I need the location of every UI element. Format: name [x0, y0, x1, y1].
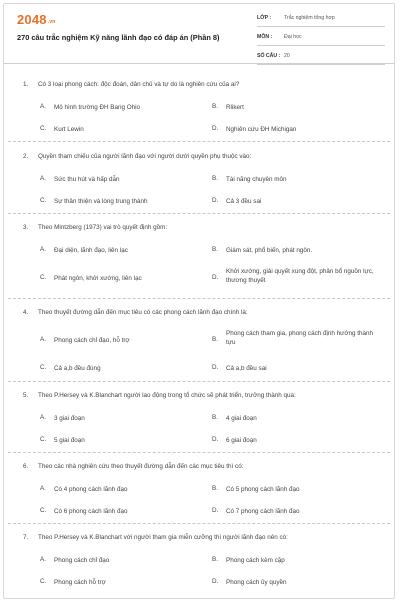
option-text: Tài năng chuyên môn — [226, 176, 287, 183]
option-text: Có 6 phong cách lãnh đạo — [54, 508, 128, 515]
option-text: Có 4 phong cách lãnh đạo — [54, 486, 128, 493]
question-number: 3. — [23, 224, 29, 231]
meta-value-subject: Đại học — [284, 34, 302, 40]
option-text: Giám sát, phổ biến, phát ngôn. — [226, 247, 313, 254]
option-letter: A. — [40, 175, 46, 182]
option-text: 4 giai đoạn — [226, 415, 257, 422]
question-prompt: Theo các nhà nghiên cứu theo thuyết đường dẫn đến các mục tiêu thì có: — [38, 463, 244, 470]
option-text: Phong cách chỉ đạo, hỗ trợ — [54, 337, 130, 344]
option-letter: D. — [212, 197, 219, 204]
option-letter: C. — [40, 436, 47, 443]
option-text: Cả a,b đều sai — [226, 365, 267, 372]
option-letter: B. — [212, 556, 218, 563]
question-text — [23, 463, 378, 471]
option-letter: D. — [212, 364, 219, 371]
option-letter: D. — [212, 578, 219, 585]
option-letter: A. — [40, 485, 46, 492]
option-text: Có 5 phong cách lãnh đạo — [226, 486, 300, 493]
question-number: 1. — [23, 81, 29, 88]
option-letter: D. — [212, 125, 219, 132]
option-letter: A. — [40, 414, 46, 421]
meta-value-class: Trắc nghiệm tổng hợp — [284, 15, 335, 21]
option-text: Sức thu hút và hấp dẫn — [54, 176, 120, 183]
option-text: Khởi xướng, giải quyết xung đột, phân bổ nguồn lực, thương thuyết — [226, 268, 374, 284]
option-text: Phong cách chỉ đạo — [54, 557, 110, 564]
question-divider — [8, 213, 390, 214]
meta-label-class: LỚP : — [257, 15, 272, 21]
option-letter: A. — [40, 556, 46, 563]
header-divider — [3, 63, 395, 64]
option-text: Phong cách kèm cặp — [226, 557, 285, 564]
option-letter: D. — [212, 436, 219, 443]
meta-label-subject: MÔN : — [257, 34, 273, 40]
question-prompt: Theo thuyết đường dẫn đến mục tiêu có các phong cách lãnh đạo chính là: — [38, 309, 248, 316]
question-number: 2. — [23, 153, 29, 160]
question-number: 7. — [23, 534, 29, 541]
option-text: Phong cách ủy quyền — [226, 579, 287, 586]
question-text — [23, 392, 378, 400]
option-letter: B. — [212, 485, 218, 492]
option-text: Phát ngôn, khởi xướng, liên lạc — [54, 275, 142, 282]
option-letter: D. — [212, 274, 219, 281]
document-meta — [257, 12, 385, 69]
option-letter: B. — [212, 103, 218, 110]
option-letter: D. — [212, 507, 219, 514]
option-text: Nghiên cứu ĐH Michigan — [226, 126, 297, 133]
option-letter: C. — [40, 578, 47, 585]
site-logo[interactable] — [17, 12, 56, 27]
option-letter: B. — [212, 414, 218, 421]
option-text: 6 giai đoạn — [226, 437, 257, 444]
option-text: Phong cách tham gia, phong cách định hướng thành tựu — [226, 330, 373, 346]
meta-value-count: 20 — [284, 53, 290, 59]
question-divider — [8, 381, 390, 382]
option-letter: C. — [40, 507, 47, 514]
meta-row-class — [257, 12, 385, 27]
option-letter: A. — [40, 103, 46, 110]
meta-row-subject — [257, 31, 385, 46]
question-prompt: Theo Mintzberg (1973) vai trò quyết định gồm: — [38, 224, 168, 231]
option-text: Có 7 phong cách lãnh đạo — [226, 508, 300, 515]
logo-main-text: 2048 — [17, 12, 47, 27]
option-letter: C. — [40, 125, 47, 132]
option-text: 3 giai đoạn — [54, 415, 85, 422]
question-divider — [8, 141, 390, 142]
question-text — [23, 224, 378, 232]
question-prompt: Có 3 loại phong cách: độc đoán, dân chủ và tự do là nghiên cứu của ai? — [38, 81, 240, 88]
option-letter: C. — [40, 364, 47, 371]
question-prompt: Theo P.Hersey và K.Blanchart với người tham gia miễn cưỡng thì người lãnh đạo nên có: — [38, 534, 288, 541]
question-number: 5. — [23, 392, 29, 399]
question-prompt: Quyền tham chiếu của người lãnh đạo với người dưới quyền phụ thuộc vào: — [38, 153, 252, 160]
question-text — [23, 153, 378, 161]
option-text: Kurt Lewin — [54, 126, 84, 133]
logo-suffix-text: .vn — [47, 19, 56, 25]
question-divider — [8, 298, 390, 299]
question-divider — [8, 452, 390, 453]
option-letter: A. — [40, 336, 46, 343]
option-text: Mô hình trường ĐH Bang Ohio — [54, 104, 141, 111]
option-letter: B. — [212, 175, 218, 182]
option-letter: C. — [40, 274, 47, 281]
option-text: Sự thân thiện và lòng trung thành — [54, 198, 148, 205]
question-text — [23, 309, 378, 317]
option-letter: B. — [212, 246, 218, 253]
option-text: Cả a,b đều đúng — [54, 365, 101, 372]
option-text: Rlikert — [226, 104, 244, 111]
option-letter: B. — [212, 336, 218, 343]
option-letter: A. — [40, 246, 46, 253]
question-number: 6. — [23, 463, 29, 470]
option-text: Cả 3 đều sai — [226, 198, 262, 205]
question-text — [23, 534, 378, 542]
document-title: 270 câu trắc nghiệm Kỹ năng lãnh đạo có đáp án (Phần 8) — [17, 33, 220, 42]
option-letter: C. — [40, 197, 47, 204]
option-text: Phong cách hỗ trợ — [54, 579, 106, 586]
question-text — [23, 81, 378, 89]
option-text: Đại diện, lãnh đạo, liên lạc — [54, 247, 128, 254]
question-prompt: Theo P.Hersey và K.Blanchart người lao động trong tổ chức sẽ phát triển, trưởng thành qua: — [38, 392, 296, 399]
question-number: 4. — [23, 309, 29, 316]
question-divider — [8, 523, 390, 524]
option-text: 5 giai đoạn — [54, 437, 85, 444]
meta-label-count: SỐ CÂU : — [257, 53, 281, 59]
